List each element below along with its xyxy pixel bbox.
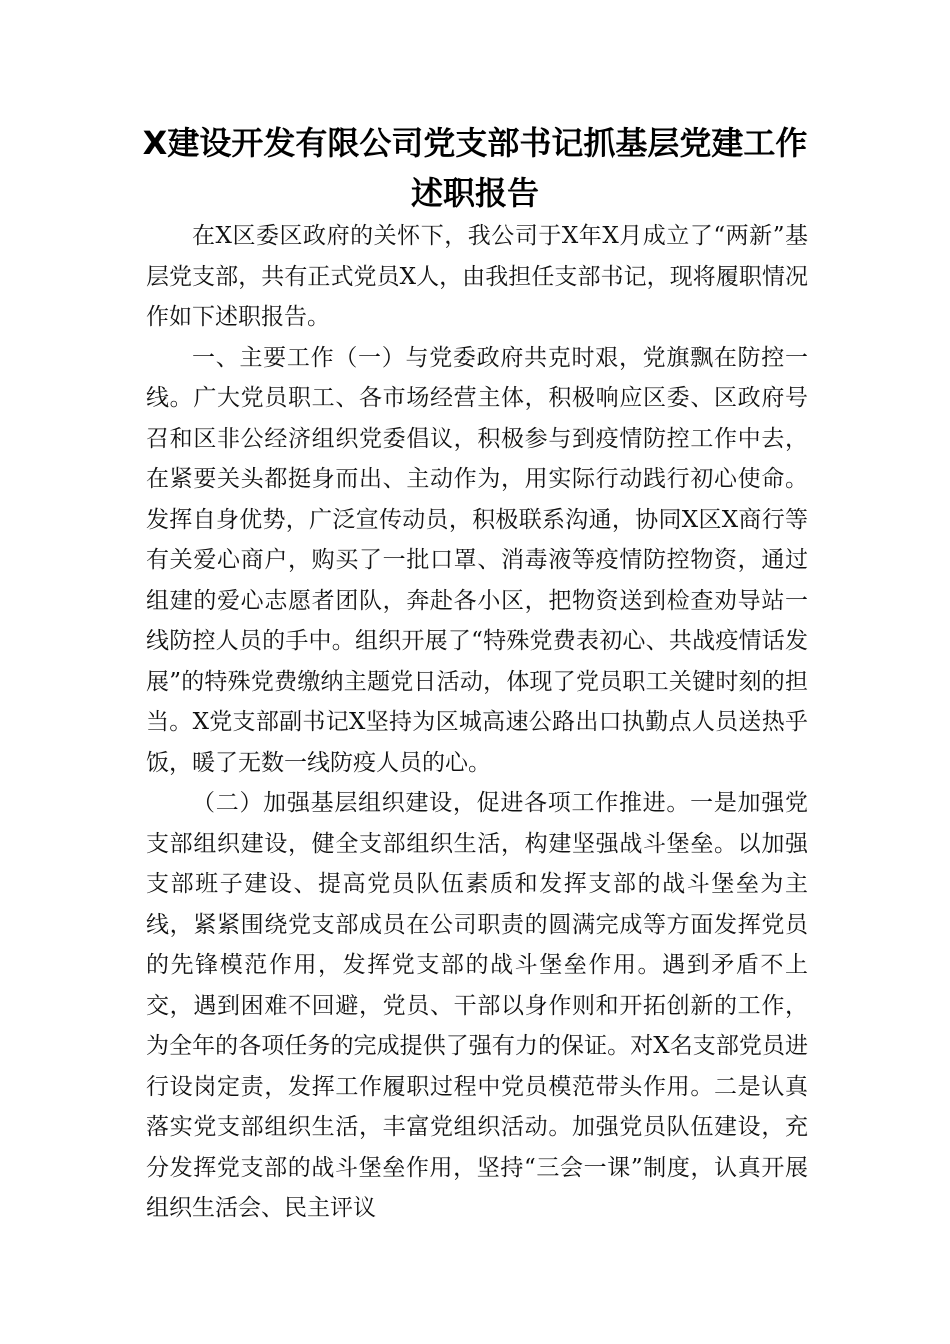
document-title: X建设开发有限公司党支部书记抓基层党建工作述职报告 xyxy=(142,124,808,212)
paragraph-main-work-2: （二）加强基层组织建设，促进各项工作推进。一是加强党支部组织建设，健全支部组织生活，构建坚强战斗堡垒。以加强支部班子建设、提高党员队伍素质和发挥支部的战斗堡垒为主线，紧紧围绕党支部成员在公司职责的圆满完成等方面发挥党员的先锋模范作用，发挥党支部的战斗堡垒作用。遇到矛盾不上交，遇到困难不回避，党员、干部以身作则和开拓创新的工作，为全年的各项任务的完成提供了强有力的保证。对X名支部党员进行设岗定责，发挥工作履职过程中党员模范带头作用。二是认真落实党支部组织生活，丰富党组织活动。加强党员队伍建设，充分发挥党支部的战斗堡垒作用，坚持“三会一课”制度，认真开展组织生活会、民主评议 xyxy=(146,790,808,1221)
document-body xyxy=(146,216,808,1229)
paragraph-intro: 在X区委区政府的关怀下，我公司于X年X月成立了“两新”基层党支部，共有正式党员X人，由我担任支部书记，现将履职情况作如下述职报告。 xyxy=(146,223,808,330)
paragraph-main-work-1: 一、主要工作（一）与党委政府共克时艰，党旗飘在防控一线。广大党员职工、各市场经营主体，积极响应区委、区政府号召和区非公经济组织党委倡议，积极参与到疫情防控工作中去，在紧要关头都挺身而出、主动作为，用实际行动践行初心使命。发挥自身优势，广泛宣传动员，积极联系沟通，协同X区X商行等有关爱心商户，购买了一批口罩、消毒液等疫情防控物资，通过组建的爱心志愿者团队，奔赴各小区，把物资送到检查劝导站一线防控人员的手中。组织开展了“特殊党费表初心、共战疫情话发展”的特殊党费缴纳主题党日活动，体现了党员职工关键时刻的担当。X党支部副书记X坚持为区城高速公路出口执勤点人员送热乎饭，暖了无数一线防疫人员的心。 xyxy=(146,344,808,776)
